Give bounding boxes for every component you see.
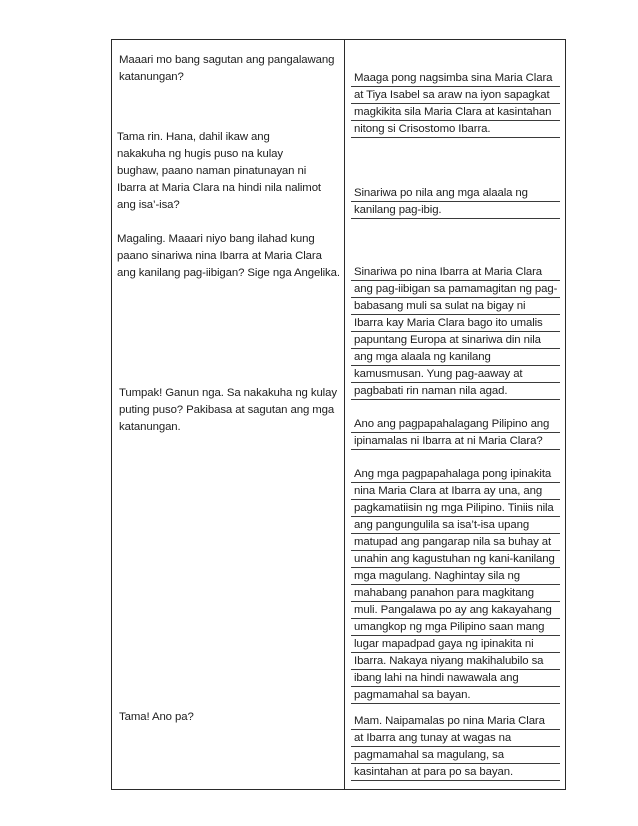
student-answer-3: Sinariwa po nina Ibarra at Maria Clara ang pag-iibigan sa pamamagitan ng pag- babasang muli sa sulat na bigay ni Ibarra kay Maria Clara bago ito umalis papuntang Europa at sinariwa din nila ang mga alaala ng kanilang kamusmusan. Yung pag-aaway at pagbabati rin naman nila agad. [354, 266, 558, 397]
teacher-prompt-2: Tama rin. Hana, dahil ikaw ang nakakuha ng hugis puso na kulay bughaw, paano naman pinatunayan ni Ibarra at Maria Clara na hindi nila nalimot ang isa’-isa? [117, 131, 321, 211]
rule-line [351, 201, 560, 202]
rule-line [351, 635, 560, 636]
rule-line [351, 365, 560, 366]
rule-line [351, 746, 560, 747]
teacher-prompt-1: Maaari mo bang sagutan ang pangalawang katanungan? [119, 54, 335, 83]
rule-line [351, 449, 560, 450]
rule-line [351, 618, 560, 619]
rule-line [351, 120, 560, 121]
student-answer-1: Maaga pong nagsimba sina Maria Clara at Tiya Isabel sa araw na iyon sapagkat magkikita sila Maria Clara at kasintahan nitong si Crisostomo Ibarra. [354, 72, 553, 135]
rule-line [351, 652, 560, 653]
teacher-prompt-5: Tama! Ano pa? [119, 711, 194, 723]
rule-line [351, 482, 560, 483]
table-bottom-border [111, 789, 566, 790]
rule-line [351, 218, 560, 219]
column-divider [344, 39, 345, 790]
rule-line [351, 314, 560, 315]
rule-line [351, 763, 560, 764]
rule-line [351, 533, 560, 534]
rule-line [351, 729, 560, 730]
rule-line [351, 499, 560, 500]
rule-line [351, 703, 560, 704]
rule-line [351, 382, 560, 383]
teacher-prompt-3: Magaling. Maaari niyo bang ilahad kung paano sinariwa nina Ibarra at Maria Clara ang kanilang pag-iibigan? Sige nga Angelika. [117, 233, 340, 279]
rule-line [351, 516, 560, 517]
rule-line [351, 399, 560, 400]
rule-line [351, 331, 560, 332]
table-right-border [565, 39, 566, 790]
rule-line [351, 550, 560, 551]
student-question: Ano ang pagpapahalagang Pilipino ang ipinamalas ni Ibarra at ni Maria Clara? [354, 418, 550, 447]
table-left-border [111, 39, 112, 790]
rule-line [351, 86, 560, 87]
student-answer-2: Sinariwa po nila ang mga alaala ng kanilang pag-ibig. [354, 187, 528, 216]
rule-line [351, 297, 560, 298]
rule-line [351, 137, 560, 138]
rule-line [351, 432, 560, 433]
rule-line [351, 567, 560, 568]
rule-line [351, 348, 560, 349]
rule-line [351, 601, 560, 602]
rule-line [351, 280, 560, 281]
student-answer-5: Mam. Naipamalas po nina Maria Clara at Ibarra ang tunay at wagas na pagmamahal sa magulang, sa kasintahan at para po sa bayan. [354, 715, 545, 778]
rule-line [351, 686, 560, 687]
rule-line [351, 780, 560, 781]
table-top-border [111, 39, 566, 40]
teacher-prompt-4: Tumpak! Ganun nga. Sa nakakuha ng kulay puting puso? Pakibasa at sagutan ang mga katanungan. [119, 387, 337, 433]
rule-line [351, 103, 560, 104]
rule-line [351, 669, 560, 670]
rule-line [351, 584, 560, 585]
student-answer-4: Ang mga pagpapahalaga pong ipinakita nina Maria Clara at Ibarra ay una, ang pagkamatiisin ng mga Pilipino. Tiniis nila ang pangungulila sa isa’t-isa upang matupad ang pangarap nila sa buhay at unahin ang kagustuhan ng kani-kanilang mga magulang. Naghintay sila ng mahabang panahon para magkitang muli. Pangalawa po ay ang kakayahang umangkop ng mga Pilipino saan mang lugar mapadpad gaya ng ipinakita ni Ibarra. Nakaya niyang makihalubilo sa ibang lahi na hindi nawawala ang pagmamahal sa bayan. [354, 468, 555, 701]
